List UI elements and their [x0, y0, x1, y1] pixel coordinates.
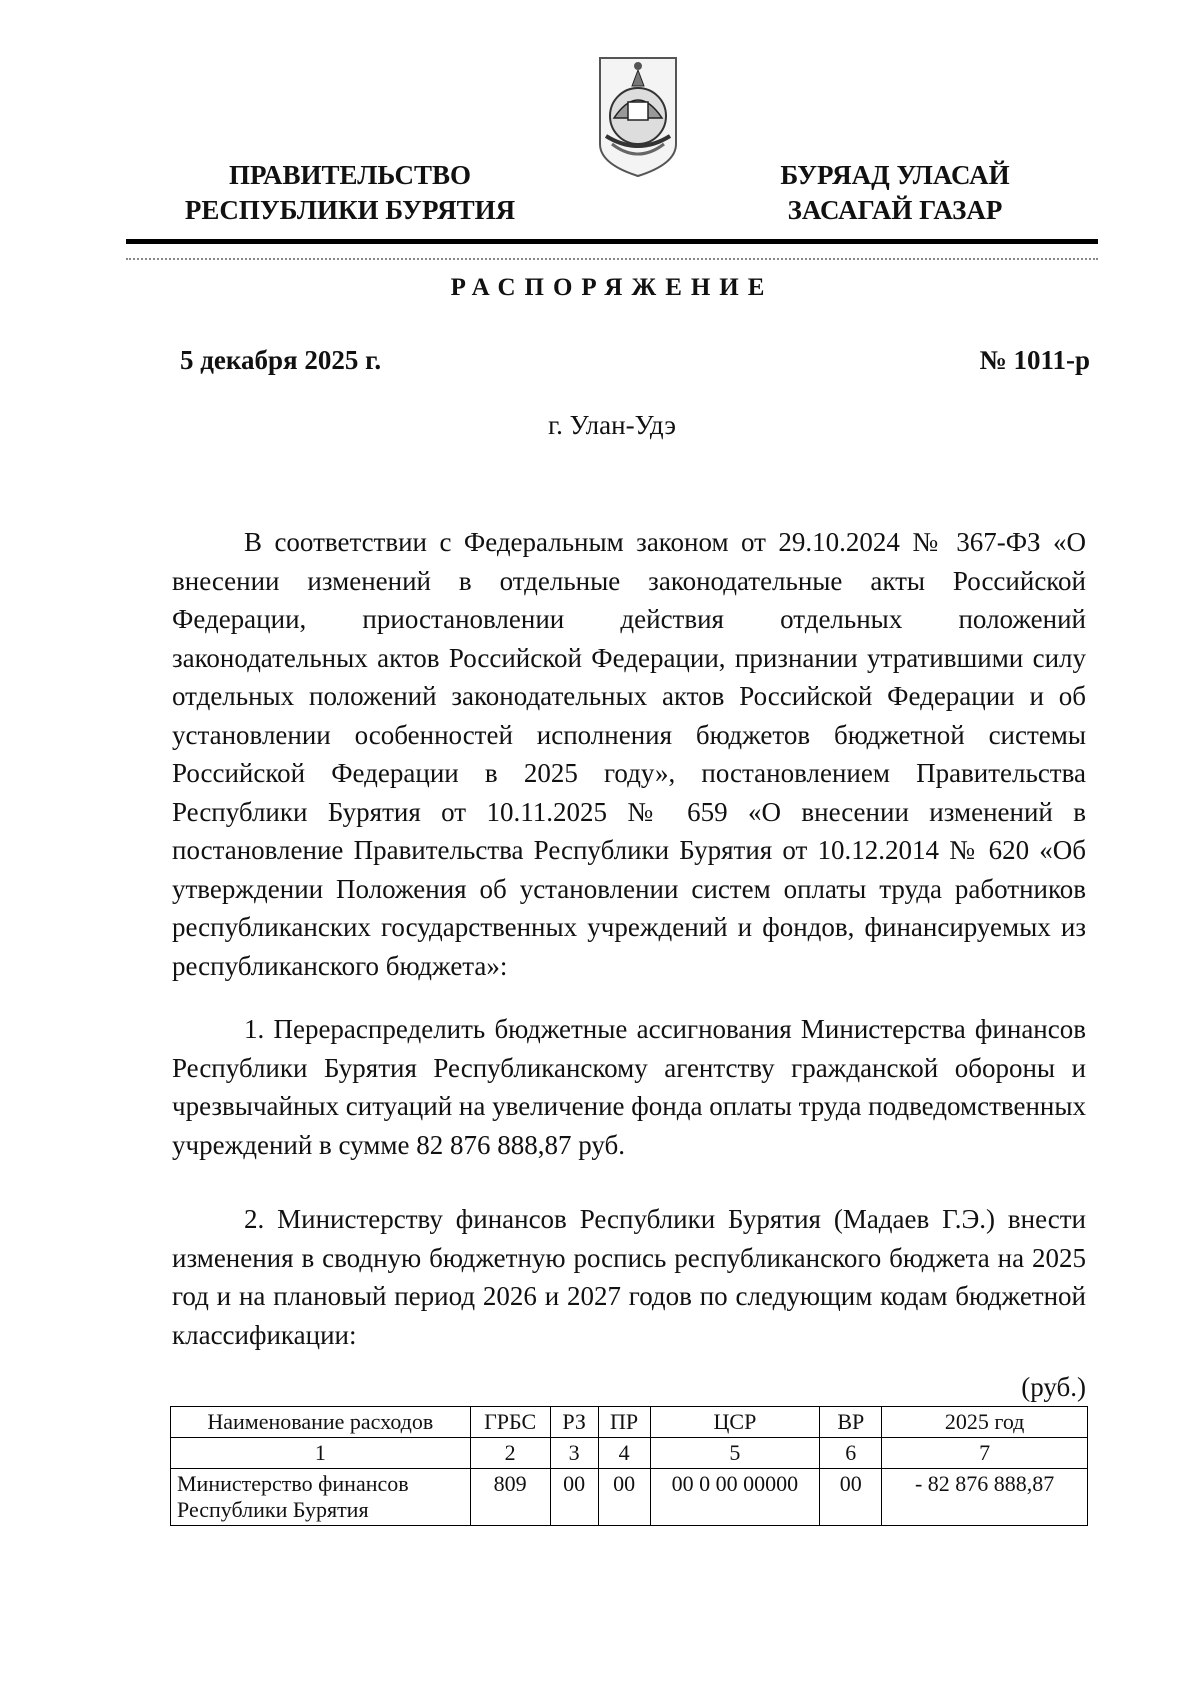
table-cell-pr: 00: [598, 1469, 650, 1526]
item-1-paragraph: [172, 1010, 1086, 1164]
table-column-number: 5: [650, 1438, 820, 1469]
org-name-russian: [150, 158, 550, 228]
org-name-russian-line2: РЕСПУБЛИКИ БУРЯТИЯ: [184, 195, 516, 225]
document-date: 5 декабря 2025 г.: [180, 345, 382, 375]
table-header-cell: ВР: [820, 1407, 882, 1438]
preamble-paragraph: [172, 523, 1086, 985]
table-header-row: [171, 1407, 1088, 1438]
table-header-cell: Наименование расходов: [171, 1407, 471, 1438]
table-cell-amount-2025: - 82 876 888,87: [882, 1469, 1088, 1526]
table-cell-csr: 00 0 00 00000: [650, 1469, 820, 1526]
table-column-number: 3: [550, 1438, 598, 1469]
table-header-cell: 2025 год: [882, 1407, 1088, 1438]
table-row: [171, 1469, 1088, 1526]
document-city: г. Улан-Удэ: [548, 410, 676, 440]
table-cell-name: Министерство финансов Республики Бурятия: [171, 1469, 471, 1526]
table-column-number: 6: [820, 1438, 882, 1469]
table-header-cell: ЦСР: [650, 1407, 820, 1438]
item-1-text: 1. Перераспределить бюджетные ассигнования Министерства финансов Республики Бурятия Республиканскому агентству гражданской обороны и чрезвычайных ситуаций на увеличение фонда оплаты труда подведомственных учреждений в сумме 82 876 888,87 руб.: [172, 1014, 1086, 1160]
table-column-number: 7: [882, 1438, 1088, 1469]
coat-of-arms-emblem: [592, 52, 684, 180]
org-name-buryat-line2: ЗАСАГАЙ ГАЗАР: [787, 195, 1003, 225]
item-2-text: 2. Министерству финансов Республики Бурятия (Мадаев Г.Э.) внести изменения в сводную бюджетную роспись республиканского бюджета на 2025 год и на плановый период 2026 и 2027 годов по следующим кодам бюджетной классификации:: [172, 1204, 1086, 1350]
table-column-number: 4: [598, 1438, 650, 1469]
table-cell-grbs: 809: [470, 1469, 550, 1526]
table-unit-note: (руб.): [1021, 1372, 1086, 1402]
table-header-cell: ГРБС: [470, 1407, 550, 1438]
table-header-cell: ПР: [598, 1407, 650, 1438]
table-column-number: 1: [171, 1438, 471, 1469]
table-cell-vr: 00: [820, 1469, 882, 1526]
item-2-paragraph: [172, 1200, 1086, 1354]
org-name-buryat: [730, 158, 1060, 228]
table-column-number-row: [171, 1438, 1088, 1469]
table-header-cell: РЗ: [550, 1407, 598, 1438]
header-divider-thick: [126, 239, 1098, 244]
budget-table: [170, 1406, 1088, 1526]
table-cell-rz: 00: [550, 1469, 598, 1526]
org-name-russian-line1: ПРАВИТЕЛЬСТВО: [228, 160, 472, 190]
preamble-text: В соответствии с Федеральным законом от 29.10.2024 № 367-ФЗ «О внесении изменений в отдельные законодательные акты Российской Федерации, приостановлении действия отдельных положений законодательных актов Российской Федерации, признании утратившими силу отдельных положений законодательных актов Российской Федерации и об установлении особенностей исполнения бюджетов бюджетной системы Российской Федерации в 2025 году», постановлением Правительства Республики Бурятия от 10.11.2025 № 659 «О внесении изменений в постановление Правительства Республики Бурятия от 10.12.2014 № 620 «Об утверждении Положения об установлении систем оплаты труда работников республиканских государственных учреждений и фондов, финансируемых из республиканского бюджета»:: [172, 527, 1086, 981]
table-column-number: 2: [470, 1438, 550, 1469]
document-number: № 1011-р: [979, 345, 1090, 375]
org-name-buryat-line1: БУРЯАД УЛАСАЙ: [780, 160, 1010, 190]
document-title: РАСПОРЯЖЕНИЕ: [450, 274, 774, 301]
header-divider-thin: [126, 258, 1098, 260]
